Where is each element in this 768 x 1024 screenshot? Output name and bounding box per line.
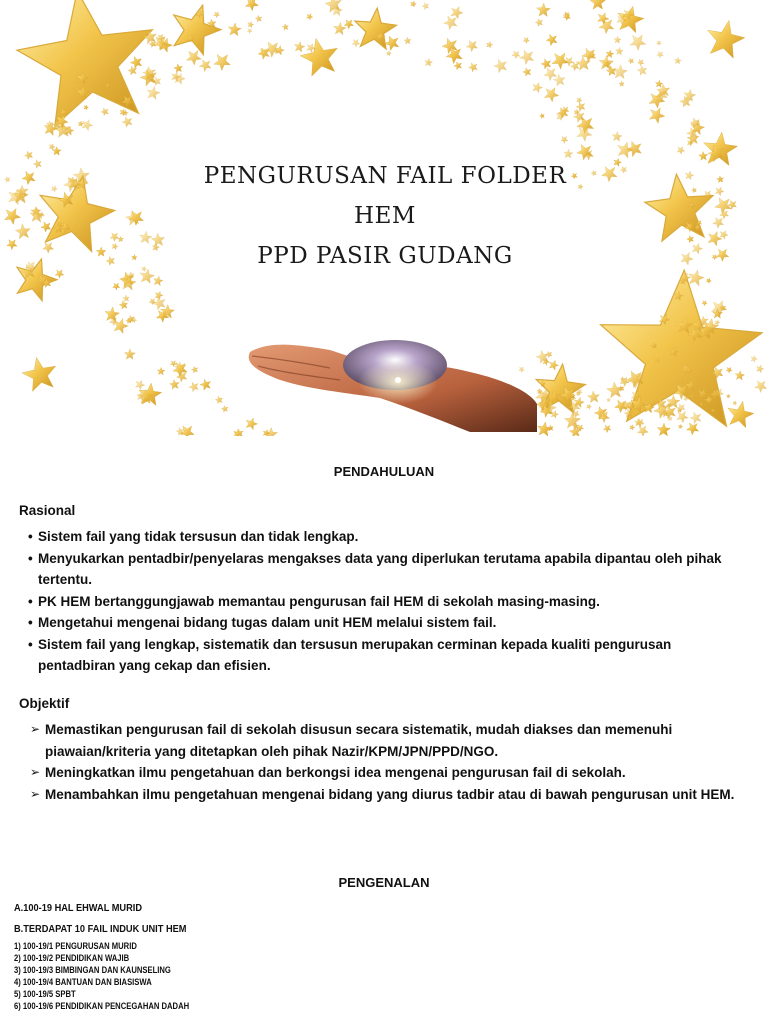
- star-icon: [657, 423, 670, 436]
- star-icon: [307, 14, 313, 20]
- star-icon: [519, 367, 525, 373]
- star-icon: [119, 301, 127, 309]
- star-icon: [544, 88, 559, 102]
- hand-with-gem-image: [249, 340, 537, 432]
- star-icon: [4, 177, 10, 183]
- star-icon: [466, 41, 477, 52]
- star-icon: [101, 108, 108, 116]
- star-icon: [140, 231, 153, 243]
- star-icon: [334, 23, 347, 35]
- star-icon: [43, 243, 54, 253]
- star-icon: [52, 147, 61, 155]
- star-icon: [699, 152, 708, 161]
- star-icon: [599, 19, 614, 34]
- title-line-1: PENGURUSAN FAIL FOLDER: [203, 163, 567, 189]
- list-item: • PK HEM bertanggungjawab memantau pengurusan fail HEM di sekolah masing-masing.: [28, 591, 748, 613]
- star-icon: [451, 7, 463, 19]
- star-icon: [727, 394, 731, 398]
- star-icon: [246, 418, 257, 430]
- star-icon: [124, 349, 135, 360]
- star-icon: [587, 404, 592, 409]
- list-item: 1) 100-19/1 PENGURUSAN MURID: [14, 941, 137, 951]
- star-icon: [687, 423, 699, 435]
- star-icon: [174, 64, 183, 73]
- star-icon: [588, 391, 600, 403]
- star-icon: [616, 47, 624, 54]
- star-icon: [614, 159, 622, 167]
- star-icon: [613, 65, 627, 79]
- star-icon: [537, 3, 551, 16]
- star-icon: [692, 188, 697, 193]
- star-icon: [387, 51, 392, 56]
- star-icon: [657, 41, 662, 46]
- star-icon: [82, 120, 93, 131]
- list-item: ➢ Menambahkan ilmu pengetahuan mengenai bidang yang diurus tadbir atau di bawah pengurusan unit HEM.: [30, 784, 750, 806]
- star-icon: [245, 0, 258, 11]
- star-icon: [549, 360, 558, 370]
- star-icon: [248, 22, 254, 28]
- title-line-3: PPD PASIR GUDANG: [257, 243, 513, 269]
- star-icon: [620, 167, 627, 174]
- star-icon: [33, 160, 41, 168]
- list-item: • Menyukarkan pentadbir/penyelaras mengakses data yang diperlukan terutama apabila dipantau oleh pihak tertentu.: [28, 548, 748, 591]
- star-icon: [494, 59, 507, 72]
- star-icon: [687, 236, 694, 243]
- star-icon: [214, 12, 220, 18]
- list-item: • Sistem fail yang tidak tersusun dan tidak lengkap.: [28, 526, 748, 548]
- star-icon: [636, 419, 644, 427]
- star-icon: [681, 252, 693, 265]
- star-icon: [187, 51, 202, 66]
- star-icon: [106, 257, 114, 266]
- star-icon: [487, 42, 493, 48]
- star-icon: [523, 37, 529, 43]
- star-icon: [78, 121, 84, 127]
- list-item: ➢ Memastikan pengurusan fail di sekolah disusun secara sistematik, mudah diakses dan memenuhi piawaian/kriteria yang ditetapkan oleh pihak Nazir/KPM/JPN/PPD/NGO.: [30, 719, 750, 762]
- star-icon: [295, 42, 305, 52]
- star-icon: [17, 259, 57, 301]
- star-icon: [535, 19, 542, 27]
- title-line-2: HEM: [354, 203, 416, 229]
- star-icon: [523, 68, 531, 76]
- star-icon: [541, 59, 551, 69]
- star-icon: [571, 62, 579, 71]
- star-icon: [404, 37, 411, 44]
- star-icon: [385, 36, 399, 50]
- star-icon: [55, 270, 64, 278]
- star-icon: [677, 411, 689, 423]
- star-icon: [735, 371, 744, 380]
- star-icon: [153, 244, 160, 251]
- star-icon: [716, 249, 729, 261]
- list-item: 3) 100-19/3 BIMBINGAN DAN KAUNSELING: [14, 965, 171, 975]
- star-icon: [645, 174, 713, 241]
- star-icon: [638, 426, 649, 436]
- star-icon: [706, 278, 711, 283]
- star-icon: [352, 39, 360, 47]
- star-icon: [728, 401, 754, 427]
- star-icon: [544, 68, 557, 81]
- star-icon: [110, 233, 119, 242]
- list-item: • Sistem fail yang lengkap, sistematik dan tersusun merupakan cerminan kepada kualiti pengurusan pentadbiran yang cekap dan efisien.: [28, 634, 748, 677]
- star-icon: [551, 411, 558, 419]
- star-icon: [677, 147, 685, 155]
- star-icon: [538, 422, 552, 436]
- star-icon: [614, 36, 621, 43]
- star-icon: [630, 425, 635, 430]
- star-icon: [49, 144, 55, 150]
- star-icon: [300, 38, 337, 76]
- list-item: 6) 100-19/6 PENDIDIKAN PENCEGAHAN DADAH: [14, 1001, 190, 1011]
- star-icon: [630, 35, 646, 51]
- star-icon: [679, 424, 683, 428]
- star-icon: [189, 382, 199, 392]
- star-icon: [118, 236, 124, 241]
- star-icon: [7, 240, 17, 250]
- star-icon: [154, 276, 163, 286]
- star-icon: [5, 209, 21, 225]
- star-icon: [720, 231, 728, 239]
- star-icon: [637, 65, 647, 75]
- star-icon: [618, 142, 634, 158]
- star-icon: [444, 16, 458, 30]
- star-icon: [200, 379, 211, 390]
- star-icon: [675, 57, 682, 64]
- fail-induk-list: [14, 940, 220, 1012]
- title-block: [175, 156, 595, 276]
- star-icon: [733, 401, 737, 405]
- star-icon: [191, 366, 197, 373]
- star-icon: [533, 83, 543, 93]
- star-icon: [561, 137, 568, 144]
- star-icon: [704, 132, 738, 165]
- star-icon: [540, 114, 545, 119]
- star-icon: [282, 24, 288, 30]
- star-icon: [702, 301, 707, 306]
- star-icon: [716, 187, 724, 196]
- star-icon: [255, 15, 262, 21]
- star-icon: [552, 53, 569, 69]
- star-icon: [649, 108, 664, 124]
- star-icon: [692, 243, 702, 254]
- star-icon: [757, 365, 764, 373]
- star-icon: [113, 283, 120, 290]
- list-item: • Mengetahui mengenai bidang tugas dalam unit HEM melalui sistem fail.: [28, 612, 748, 634]
- star-icon: [51, 186, 57, 192]
- star-icon: [715, 320, 720, 325]
- star-icon: [751, 356, 757, 363]
- star-icon: [717, 176, 724, 183]
- pendahuluan-heading: PENDAHULUAN: [333, 464, 435, 479]
- star-icon: [157, 367, 165, 374]
- star-icon: [170, 380, 180, 390]
- star-icon: [15, 224, 30, 239]
- star-icon: [628, 58, 634, 64]
- star-icon: [690, 412, 701, 424]
- star-icon: [199, 60, 211, 72]
- star-icon: [122, 117, 132, 127]
- star-icon: [25, 151, 33, 159]
- star-icon: [713, 217, 724, 228]
- star-icon: [520, 50, 534, 65]
- star-icon: [247, 29, 252, 34]
- star-icon: [619, 81, 624, 86]
- star-icon: [590, 0, 605, 9]
- star-icon: [603, 425, 611, 432]
- objektif-list: [30, 719, 750, 805]
- rasional-list: [28, 526, 748, 677]
- star-icon: [140, 269, 154, 284]
- star-icon: [708, 232, 722, 246]
- star-icon: [422, 3, 429, 10]
- star-icon: [132, 255, 137, 260]
- star-icon: [720, 210, 729, 219]
- star-icon: [612, 132, 622, 142]
- star-icon: [606, 50, 614, 58]
- star-icon: [215, 396, 222, 403]
- star-icon: [96, 247, 106, 256]
- star-icon: [123, 295, 130, 302]
- star-icon: [176, 428, 184, 436]
- star-icon: [726, 367, 732, 373]
- star-icon: [22, 357, 56, 391]
- list-item: ➢ Meningkatkan ilmu pengetahuan dan berkongsi idea mengenai pengurusan fail di sekolah.: [30, 762, 750, 784]
- star-icon: [637, 59, 644, 65]
- list-item: 4) 100-19/4 BANTUAN DAN BIASISWA: [14, 977, 152, 987]
- star-icon: [689, 270, 705, 286]
- star-icon: [574, 397, 584, 407]
- pengenalan-line-a: A.100-19 HAL EHWAL MURID: [14, 902, 143, 914]
- star-icon: [228, 23, 241, 36]
- star-icon: [546, 351, 552, 357]
- star-icon: [602, 167, 618, 182]
- rasional-label: Rasional: [19, 503, 76, 518]
- star-icon: [151, 233, 164, 246]
- star-icon: [135, 380, 145, 390]
- star-icon: [411, 1, 417, 7]
- star-icon: [454, 62, 462, 70]
- list-item: 2) 100-19/2 PENDIDIKAN WAJIB: [14, 953, 130, 963]
- star-icon: [22, 171, 35, 184]
- star-icon: [112, 243, 118, 249]
- pengenalan-heading: PENGENALAN: [338, 875, 430, 890]
- star-icon: [84, 105, 89, 110]
- star-icon: [685, 171, 694, 180]
- star-icon: [142, 266, 147, 271]
- star-icon: [712, 255, 717, 260]
- star-icon: [657, 51, 664, 58]
- star-icon: [708, 20, 745, 58]
- star-icon: [425, 59, 433, 67]
- star-icon: [607, 398, 611, 402]
- star-icon: [222, 406, 229, 413]
- objektif-label: Objektif: [19, 696, 70, 711]
- star-icon: [546, 34, 557, 45]
- star-icon: [512, 51, 520, 59]
- list-item: 5) 100-19/5 SPBT: [14, 989, 76, 999]
- star-icon: [170, 361, 176, 367]
- star-icon: [214, 54, 231, 70]
- star-icon: [656, 80, 663, 87]
- title-banner: [0, 0, 768, 436]
- pengenalan-line-b: B.TERDAPAT 10 FAIL INDUK UNIT HEM: [14, 923, 187, 935]
- star-icon: [469, 63, 478, 72]
- star-icon: [147, 86, 160, 99]
- star-icon: [155, 291, 163, 299]
- star-icon: [755, 381, 767, 393]
- star-icon: [41, 222, 51, 232]
- star-icon: [258, 48, 269, 60]
